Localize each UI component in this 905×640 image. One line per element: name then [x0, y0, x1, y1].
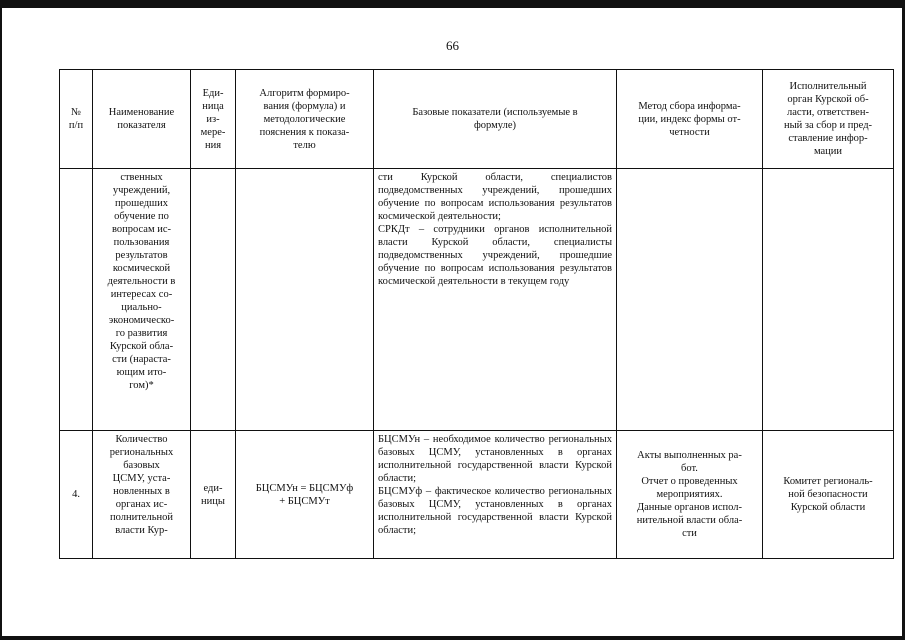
header-number: № п/п	[60, 70, 93, 169]
table-header-row	[60, 70, 894, 169]
cell-base-indicators: БЦСМУн – необходимое количество региональных базовых ЦСМУ, установленных в органах исполнительной государственной власти Курской области; БЦСМУф – фактическое количество региональных базовых ЦСМУ, установленных в органах исполнительной государственной власти Курской области;	[374, 431, 617, 559]
cell-indicator-name: ственных учреждений, прошедших обучение по вопросам ис- пользования результатов космической деятельности в интересах со- циально- экономическо- го развития Курской обла- сти (нараста- ющим ито- гом)*	[93, 169, 191, 431]
cell-number	[60, 169, 93, 431]
cell-responsible-organ	[763, 169, 894, 431]
cell-responsible-organ: Комитет региональ- ной безопасности Курской области	[763, 431, 894, 559]
indicators-table	[59, 69, 894, 559]
cell-indicator-name: Количество региональных базовых ЦСМУ, уста- новленных в органах ис- полнительной власти Кур-	[93, 431, 191, 559]
table-row	[60, 431, 894, 559]
header-responsible-organ: Исполнительный орган Курской об- ласти, ответствен- ный за сбор и пред- ставление инфор- мации	[763, 70, 894, 169]
scan-border-left	[0, 0, 2, 640]
scan-border-bottom	[0, 636, 905, 640]
cell-collection-method	[617, 169, 763, 431]
cell-unit: еди- ницы	[191, 431, 236, 559]
cell-base-indicators: сти Курской области, специалистов подведомственных учреждений, прошедших обучение по вопросам использования результатов космической деятельности; СРКДт – сотрудники органов исполнительной власти Курской области, специалисты подведомственных учреждений, прошедшие обучение по вопросам использования результатов космической деятельности в текущем году	[374, 169, 617, 431]
cell-number: 4.	[60, 431, 93, 559]
header-unit: Еди- ница из- мере- ния	[191, 70, 236, 169]
scan-border-top	[0, 0, 905, 8]
header-collection-method: Метод сбора информа- ции, индекс формы от- четности	[617, 70, 763, 169]
header-indicator-name: Наименование показателя	[93, 70, 191, 169]
cell-algorithm	[236, 169, 374, 431]
header-base-indicators: Базовые показатели (используемые в формуле)	[374, 70, 617, 169]
cell-collection-method: Акты выполненных ра- бот. Отчет о проведенных мероприятиях. Данные органов испол- нительной власти обла- сти	[617, 431, 763, 559]
cell-unit	[191, 169, 236, 431]
page-number: 66	[446, 38, 459, 53]
table-row	[60, 169, 894, 431]
header-algorithm: Алгоритм формиро- вания (формула) и методологические пояснения к показа- телю	[236, 70, 374, 169]
cell-algorithm: БЦСМУн = БЦСМУф + БЦСМУт	[236, 431, 374, 559]
